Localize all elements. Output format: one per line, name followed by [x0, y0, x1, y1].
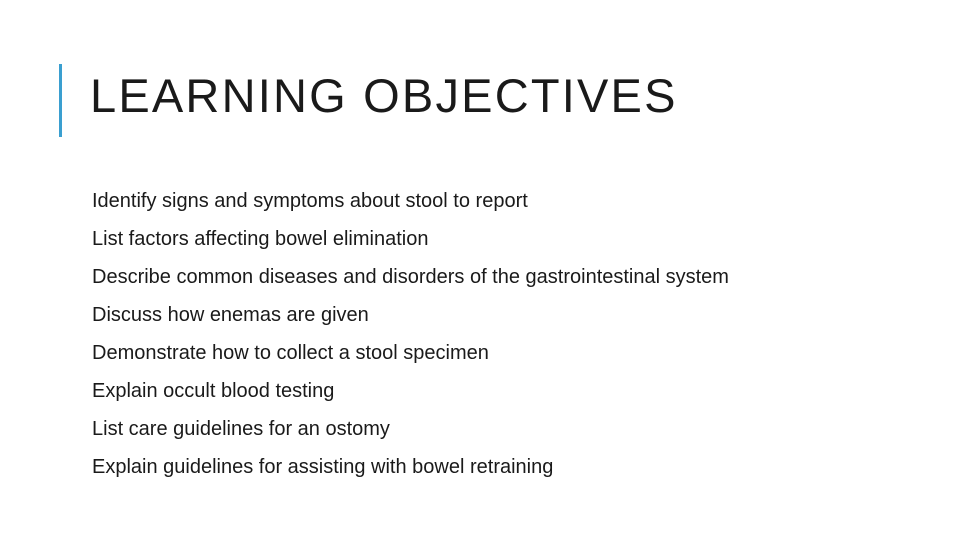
- objective-item: List care guidelines for an ostomy: [92, 418, 390, 440]
- objective-item: Explain guidelines for assisting with bowel retraining: [92, 456, 554, 478]
- objectives-list: [92, 182, 729, 486]
- objective-item: Discuss how enemas are given: [92, 304, 369, 326]
- slide-title: LEARNING OBJECTIVES: [90, 69, 678, 122]
- objective-item: Describe common diseases and disorders of the gastrointestinal system: [92, 266, 729, 288]
- objective-item: List factors affecting bowel elimination: [92, 228, 429, 250]
- objective-item: Explain occult blood testing: [92, 380, 335, 402]
- title-accent-bar: [59, 64, 62, 137]
- objective-item: Identify signs and symptoms about stool to report: [92, 190, 528, 212]
- objective-item: Demonstrate how to collect a stool specimen: [92, 342, 489, 364]
